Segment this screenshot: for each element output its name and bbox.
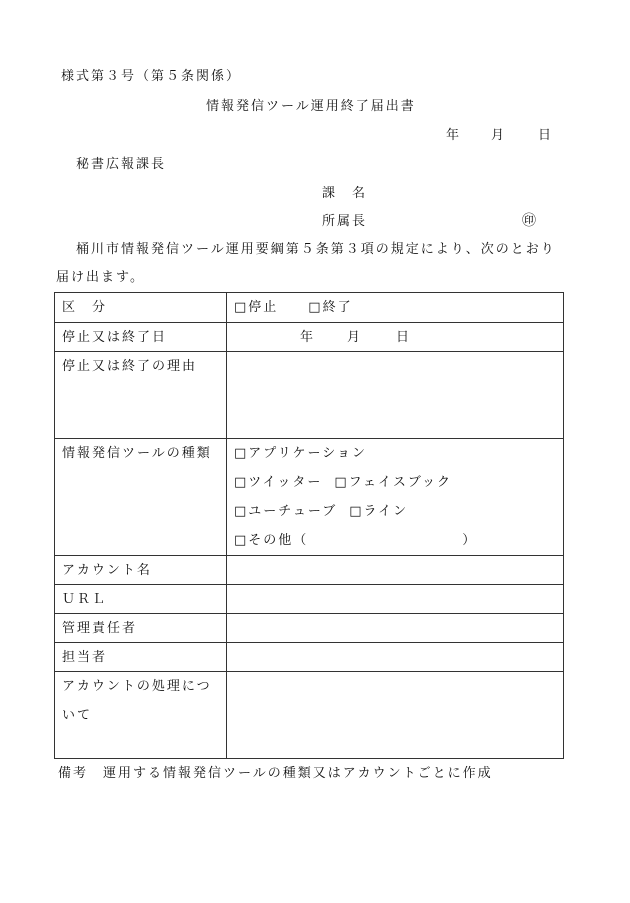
row-url	[55, 585, 564, 614]
row-stop-date	[55, 323, 564, 352]
department-head-label: 所属長	[322, 214, 368, 229]
row-category	[55, 293, 564, 323]
row-account-handling	[55, 672, 564, 759]
account-handling-label-line-2: いて	[62, 708, 93, 723]
end-checkbox[interactable]: □終了	[308, 300, 353, 315]
date-day-label: 日	[538, 128, 554, 143]
reason-label: 停止又は終了の理由	[62, 359, 198, 374]
line-checkbox[interactable]: □ライン	[349, 504, 409, 519]
tool-type-label: 情報発信ツールの種類	[62, 446, 212, 461]
date-year-label: 年	[446, 128, 462, 143]
staff-label: 担当者	[62, 650, 108, 665]
stop-date-month: 月	[347, 330, 363, 345]
category-label: 区 分	[62, 300, 108, 315]
account-name-label: アカウント名	[62, 563, 152, 578]
form-number: 様式第３号（第５条関係）	[61, 69, 242, 84]
application-checkbox[interactable]: □アプリケーション	[234, 446, 367, 461]
addressee: 秘書広報課長	[76, 157, 167, 172]
twitter-checkbox[interactable]: □ツイッター	[234, 475, 323, 490]
staff-field[interactable]	[227, 643, 564, 672]
other-close-paren: ）	[462, 533, 478, 548]
remarks-note: 備考 運用する情報発信ツールの種類又はアカウントごとに作成	[58, 766, 493, 781]
stop-checkbox[interactable]: □停止	[234, 300, 279, 315]
document-title: 情報発信ツール運用終了届出書	[206, 99, 416, 114]
seal-mark: ㊞	[522, 213, 538, 229]
reason-field[interactable]	[227, 352, 564, 439]
row-staff	[55, 643, 564, 672]
account-handling-field[interactable]	[227, 672, 564, 759]
intro-line-1: 桶川市情報発信ツール運用要綱第５条第３項の規定により、次のとおり	[76, 242, 556, 257]
stop-date-year: 年	[300, 330, 316, 345]
row-account-name	[55, 556, 564, 585]
intro-line-2: 届け出ます。	[56, 270, 145, 285]
facebook-checkbox[interactable]: □フェイスブック	[334, 475, 452, 490]
department-name-label: 課 名	[322, 186, 368, 201]
date-month-label: 月	[491, 128, 507, 143]
account-handling-label-line-1: アカウントの処理につ	[62, 679, 212, 694]
youtube-checkbox[interactable]: □ユーチューブ	[234, 504, 338, 519]
url-label: ＵＲＬ	[62, 592, 108, 607]
stop-date-label: 停止又は終了日	[62, 330, 168, 345]
manager-field[interactable]	[227, 614, 564, 643]
notification-table	[54, 292, 564, 759]
url-field[interactable]	[227, 585, 564, 614]
row-tool-type	[55, 439, 564, 556]
row-manager	[55, 614, 564, 643]
account-name-field[interactable]	[227, 556, 564, 585]
stop-date-day: 日	[396, 330, 412, 345]
manager-label: 管理責任者	[62, 621, 138, 636]
other-checkbox[interactable]: □その他（	[234, 533, 309, 548]
row-reason	[55, 352, 564, 439]
